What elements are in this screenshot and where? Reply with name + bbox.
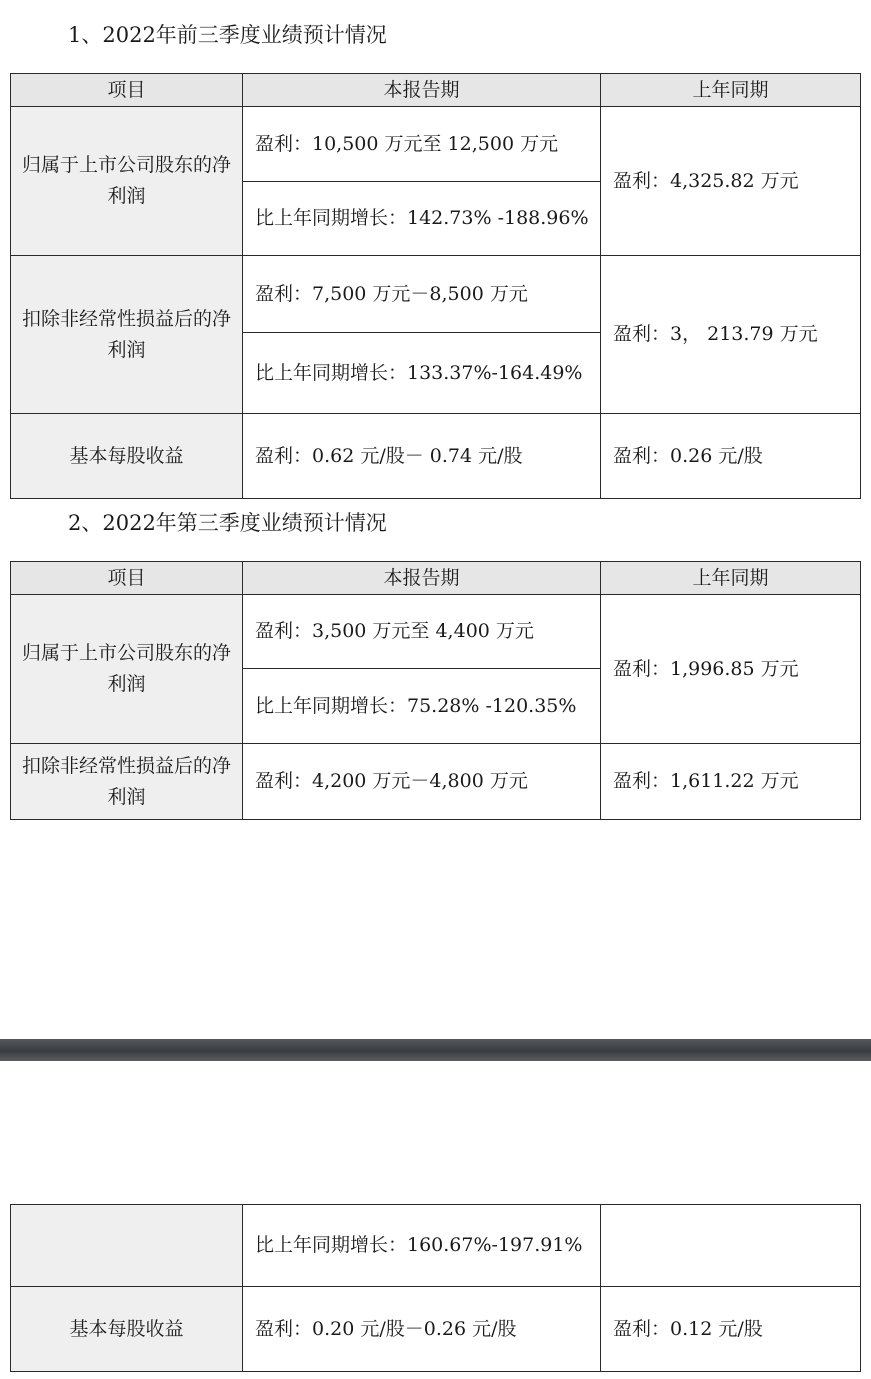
current-growth-value: 比上年同期增长：160.67%-197.91% bbox=[243, 1205, 601, 1287]
table-third-quarter-continued bbox=[10, 1204, 861, 1372]
table-row bbox=[11, 107, 861, 182]
section1-title: 1、2022年前三季度业绩预计情况 bbox=[68, 23, 387, 47]
header-item: 项目 bbox=[11, 562, 243, 595]
header-prior-period: 上年同期 bbox=[601, 74, 861, 107]
row-label-deducted-net-profit: 扣除非经常性损益后的净利润 bbox=[11, 256, 243, 414]
table-row bbox=[11, 1287, 861, 1372]
header-prior-period: 上年同期 bbox=[601, 562, 861, 595]
table-third-quarter bbox=[10, 561, 861, 820]
prior-profit-value: 盈利：4,325.82 万元 bbox=[601, 107, 861, 256]
table-row bbox=[11, 1205, 861, 1287]
row-label-eps: 基本每股收益 bbox=[11, 1287, 243, 1372]
current-eps-value: 盈利：0.20 元/股－0.26 元/股 bbox=[243, 1287, 601, 1372]
table-row bbox=[11, 595, 861, 669]
prior-eps-value: 盈利：0.12 元/股 bbox=[601, 1287, 861, 1372]
row-label-deducted-net-profit: 扣除非经常性损益后的净利润 bbox=[11, 744, 243, 820]
prior-profit-value: 盈利：1,611.22 万元 bbox=[601, 744, 861, 820]
table-row bbox=[11, 414, 861, 499]
current-profit-value: 盈利：10,500 万元至 12,500 万元 bbox=[243, 107, 601, 182]
header-item: 项目 bbox=[11, 74, 243, 107]
row-label-eps: 基本每股收益 bbox=[11, 414, 243, 499]
row-label-continued bbox=[11, 1205, 243, 1287]
header-current-period: 本报告期 bbox=[243, 74, 601, 107]
current-eps-value: 盈利：0.62 元/股－ 0.74 元/股 bbox=[243, 414, 601, 499]
table-row bbox=[11, 744, 861, 820]
current-growth-value: 比上年同期增长：133.37%-164.49% bbox=[243, 333, 601, 414]
table-row bbox=[11, 256, 861, 333]
prior-profit-value: 盈利：3， 213.79 万元 bbox=[601, 256, 861, 414]
prior-profit-value: 盈利：1,996.85 万元 bbox=[601, 595, 861, 744]
prior-growth-value bbox=[601, 1205, 861, 1287]
page-break-divider bbox=[0, 1039, 871, 1061]
current-profit-value: 盈利：7,500 万元－8,500 万元 bbox=[243, 256, 601, 333]
current-growth-value: 比上年同期增长：75.28% -120.35% bbox=[243, 669, 601, 744]
row-label-net-profit: 归属于上市公司股东的净利润 bbox=[11, 595, 243, 744]
row-label-net-profit: 归属于上市公司股东的净利润 bbox=[11, 107, 243, 256]
current-profit-value: 盈利：4,200 万元－4,800 万元 bbox=[243, 744, 601, 820]
prior-eps-value: 盈利：0.26 元/股 bbox=[601, 414, 861, 499]
section2-title: 2、2022年第三季度业绩预计情况 bbox=[68, 511, 387, 535]
table-header-row bbox=[11, 562, 861, 595]
current-profit-value: 盈利：3,500 万元至 4,400 万元 bbox=[243, 595, 601, 669]
header-current-period: 本报告期 bbox=[243, 562, 601, 595]
table-header-row bbox=[11, 74, 861, 107]
table-first-three-quarters bbox=[10, 73, 861, 499]
current-growth-value: 比上年同期增长：142.73% -188.96% bbox=[243, 182, 601, 256]
